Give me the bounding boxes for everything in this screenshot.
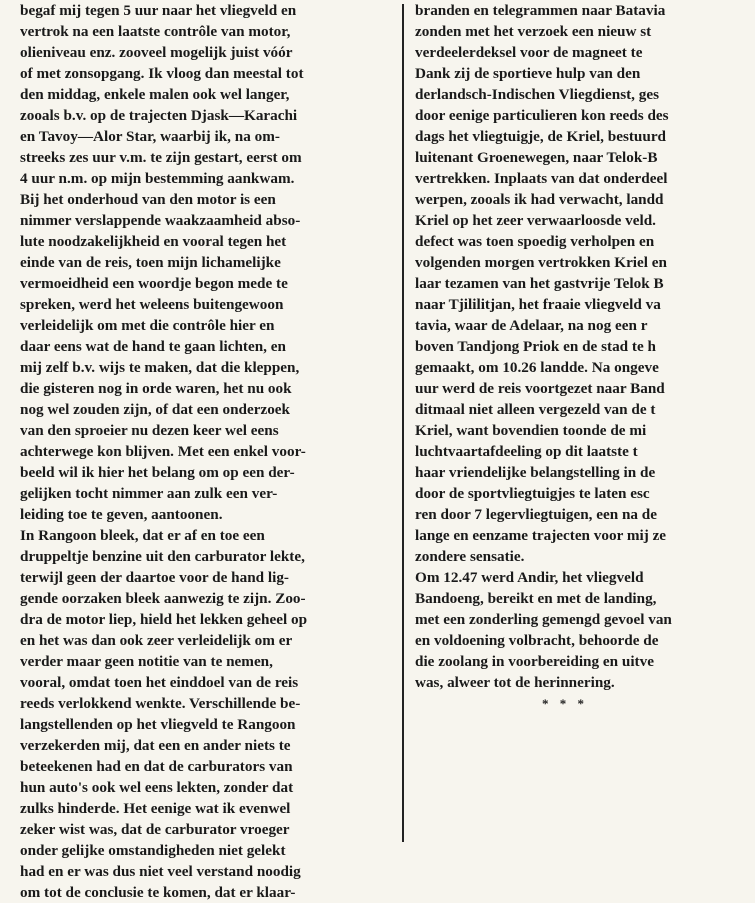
text-line: defect was toen spoedig verholpen en [415,233,655,250]
text-line: Dank zij de sportieve hulp van den [415,65,641,82]
text-line: dags het vliegtuigje, de Kriel, bestuurd [415,128,667,145]
text-line: verder maar geen notitie van te nemen, [20,653,273,670]
text-line: gende oorzaken bleek aanwezig te zijn. Zoo- [20,590,306,607]
text-line: einde van de reis, toen mijn lichamelijke [20,254,281,271]
text-line: haar vriendelijke belangstelling in de [415,464,656,481]
text-line: vertrok na een laatste contrôle van motor, [20,23,291,40]
text-line: door de sportvliegtuigjes te laten esc [415,485,650,502]
text-line: druppeltje benzine uit den carburator lekte, [20,548,305,565]
text-line: uur werd de reis voortgezet naar Band [415,380,665,397]
text-line: reeds verlokkend wenkte. Verschillende be- [20,695,301,712]
text-line: die gisteren nog in orde waren, het nu ook [20,380,292,397]
text-line: naar Tjililitjan, het fraaie vliegveld va [415,296,661,313]
text-line: lute noodzakelijkheid en vooral tegen het [20,233,287,250]
text-line: Bandoeng, bereikt en met de landing, [415,590,657,607]
text-line: langstellenden op het vliegveld te Rangoon [20,716,296,733]
right-text-column [415,0,755,714]
text-line: en voldoening volbracht, behoorde de [415,632,659,649]
text-line: Om 12.47 werd Andir, het vliegveld [415,569,644,586]
text-line: onder gelijke omstandigheden niet gelekt [20,842,286,859]
text-line: leiding toe te geven, aantoonen. [20,506,223,523]
text-line: daar eens wat de hand te gaan lichten, en [20,338,286,355]
text-line: nimmer verslappende waakzaamheid abso- [20,212,301,229]
text-line: vertrekken. Inplaats van dat onderdeel [415,170,668,187]
text-line: hun auto's ook wel eens lekten, zonder dat [20,779,294,796]
text-line: lange en eenzame trajecten voor mij ze [415,527,667,544]
text-line: spreken, werd het weleens buitengewoon [20,296,284,313]
text-line: zulks hinderde. Het eenige wat ik evenwel [20,800,291,817]
text-line: had en er was dus niet veel verstand noodig [20,863,301,880]
text-line: luitenant Groenewegen, naar Telok-B [415,149,658,166]
text-line: vooral, omdat toen het einddoel van de reis [20,674,299,691]
text-line: laar tezamen van het gastvrije Telok B [415,275,664,292]
text-line: beeld wil ik hier het belang om op een der- [20,464,295,481]
text-line: den middag, enkele malen ook wel langer, [20,86,290,103]
text-line: dra de motor liep, hield het lekken geheel op [20,611,308,628]
text-line: werpen, zooals ik had verwacht, landd [415,191,664,208]
text-line: gelijken tocht nimmer aan zulk een ver- [20,485,278,502]
column-divider [402,4,404,842]
text-line: en Tavoy—Alor Star, waarbij ik, na om- [20,128,280,145]
text-line: begaf mij tegen 5 uur naar het vliegveld en [20,2,297,19]
text-line: olieniveau enz. zooveel mogelijk juist vóór [20,44,293,61]
text-line: zeker wist was, dat de carburator vroeger [20,821,290,838]
text-line: zooals b.v. op de trajecten Djask—Karachi [20,107,298,124]
text-line: of met zonsopgang. Ik vloog dan meestal tot [20,65,304,82]
section-ornament: * * * [542,696,588,711]
text-line: Kriel, want bovendien toonde de mi [415,422,647,439]
text-line: zonden met het verzoek een nieuw st [415,23,652,40]
text-line: luchtvaartafdeeling op dit laatste t [415,443,638,460]
text-line: streeks zes uur v.m. te zijn gestart, eerst om [20,149,302,166]
text-line: vermoeidheid een woordje begon mede te [20,275,288,292]
text-line: 4 uur n.m. op mijn bestemming aankwam. [20,170,295,187]
text-line: beteekenen had en dat de carburators van [20,758,293,775]
text-line: terwijl geen der daartoe voor de hand lig- [20,569,289,586]
text-line: nog wel zouden zijn, of dat een onderzoek [20,401,290,418]
text-line: en het was dan ook zeer verleidelijk om er [20,632,293,649]
text-line: volgenden morgen vertrokken Kriel en [415,254,667,271]
text-line: boven Tandjong Priok en de stad te h [415,338,656,355]
text-line: was, alweer tot de herinnering. [415,674,615,691]
text-line: derlandsch-Indischen Vliegdienst, ges [415,86,660,103]
text-line: branden en telegrammen naar Batavia [415,2,666,19]
text-line: verzekerden mij, dat een en ander niets te [20,737,291,754]
text-line: verdeelerdeksel voor de magneet te [415,44,643,61]
text-line: Bij het onderhoud van den motor is een [20,191,276,208]
text-line: om tot de conclusie te komen, dat er klaar- [20,884,296,901]
text-line: door eenige particulieren kon reeds des [415,107,669,124]
text-line: ditmaal niet alleen vergezeld van de t [415,401,656,418]
text-line: die zoolang in voorbereiding en uitve [415,653,654,670]
text-line: verleidelijk om met die contrôle hier en [20,317,275,334]
text-line: van den sproeier nu dezen keer wel eens [20,422,279,439]
text-line: In Rangoon bleek, dat er af en toe een [20,527,265,544]
text-line: Kriel op het zeer verwaarloosde veld. [415,212,656,229]
text-line: mij zelf b.v. wijs te maken, dat die kleppen, [20,359,300,376]
text-line: ren door 7 legervliegtuigen, een na de [415,506,657,523]
text-line: achterwege kon blijven. Met een enkel voor- [20,443,306,460]
text-line: zondere sensatie. [415,548,525,565]
text-line: met een zonderling gemengd gevoel van [415,611,672,628]
left-text-column [20,0,392,903]
text-line: gemaakt, om 10.26 landde. Na ongeve [415,359,659,376]
text-line: tavia, waar de Adelaar, na nog een r [415,317,648,334]
